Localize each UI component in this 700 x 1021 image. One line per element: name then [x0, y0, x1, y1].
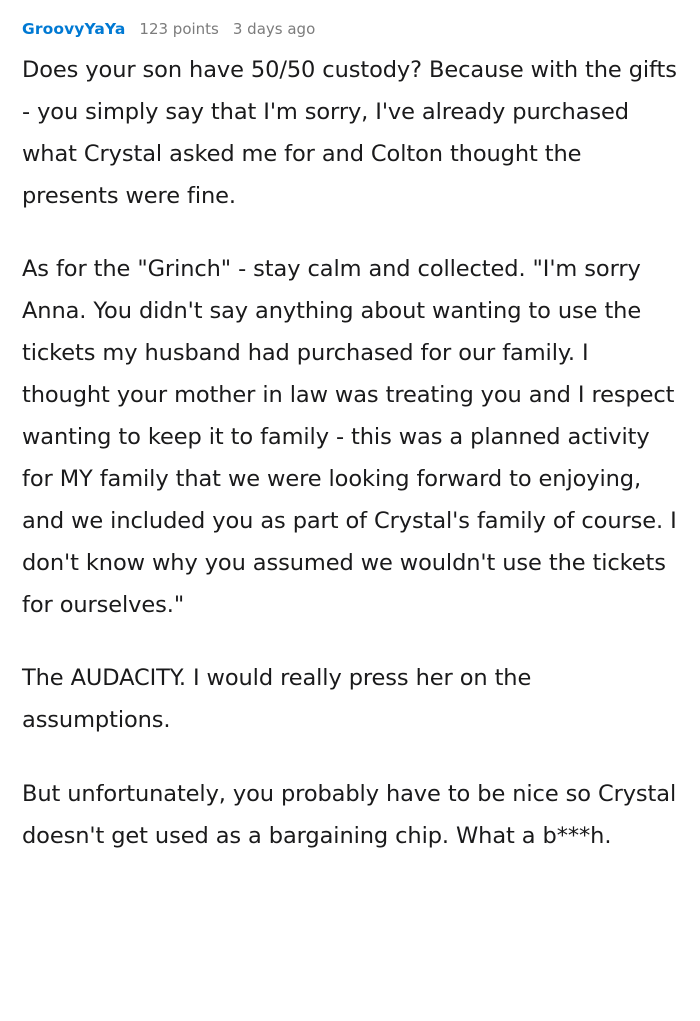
- comment-paragraph: But unfortunately, you probably have to be nice so Crystal doesn't get used as a bargaining chip. What a b***h.: [22, 780, 677, 849]
- comment-paragraph: The AUDACITY. I would really press her on the assumptions.: [22, 665, 532, 734]
- comment-points: 123 points: [139, 20, 219, 38]
- comment-paragraph: Does your son have 50/50 custody? Because with the gifts - you simply say that I'm sorry, I've already purchased what Crystal asked me for and Colton thought the presents were fine.: [22, 56, 677, 209]
- comment-author[interactable]: GroovyYaYa: [22, 20, 126, 38]
- comment-meta: [22, 20, 678, 39]
- comment-timestamp: 3 days ago: [232, 20, 316, 38]
- comment-body: [22, 49, 678, 857]
- comment-paragraph: As for the "Grinch" - stay calm and collected. "I'm sorry Anna. You didn't say anything about wanting to use the tickets my husband had purchased for our family. I thought your mother in law was treating you and I respect wanting to keep it to family - this was a planned activity for MY family that we were looking forward to enjoying, and we included you as part of Crystal's family of course. I don't know why you assumed we wouldn't use the tickets for ourselves.": [22, 255, 677, 619]
